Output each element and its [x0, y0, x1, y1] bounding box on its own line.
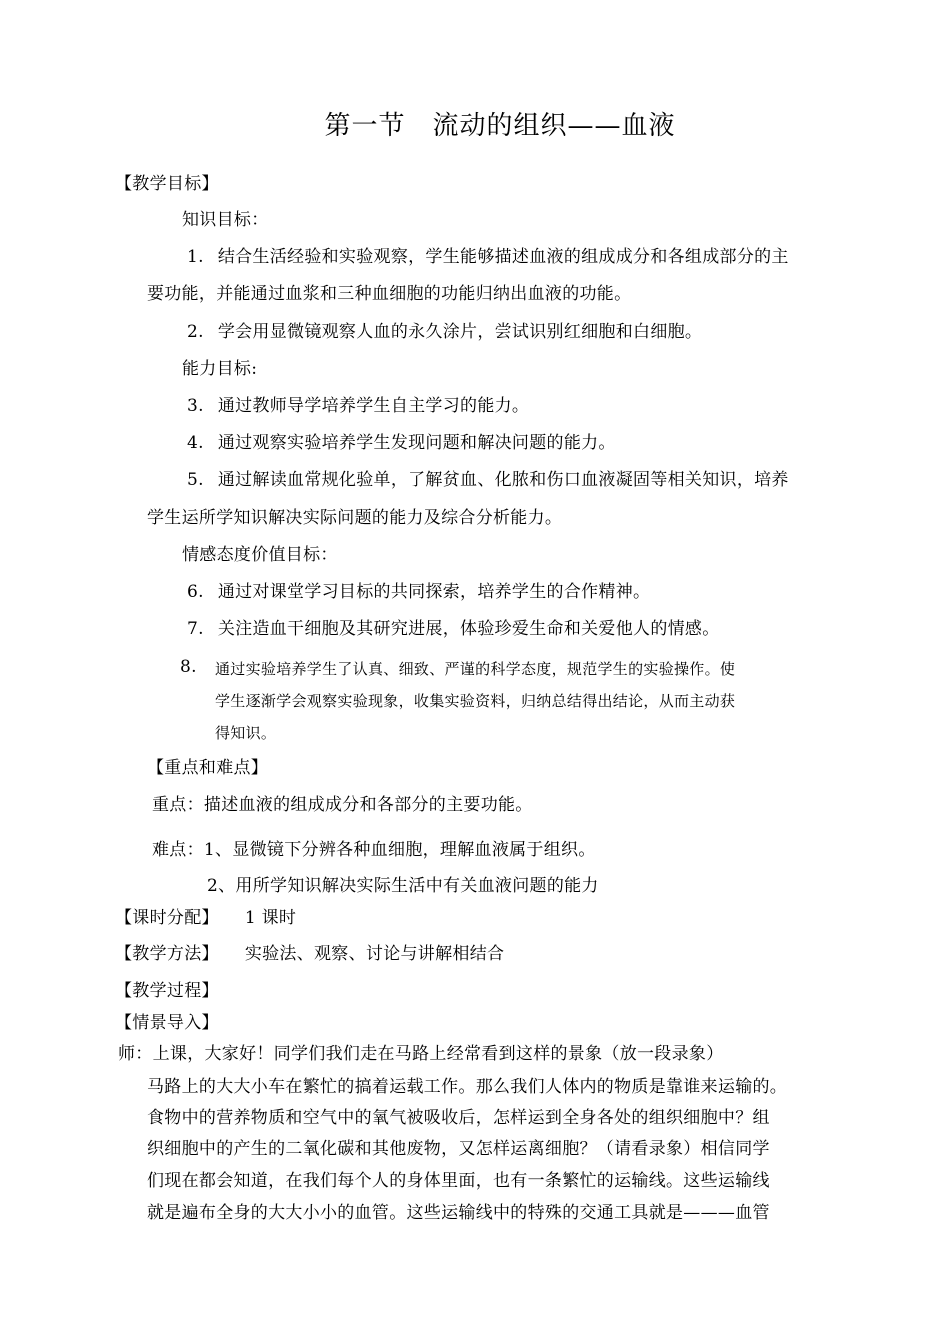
goal-8-line-1: 通过实验培养学生了认真、细致、严谨的科学态度，规范学生的实验操作。使: [215, 660, 736, 678]
paragraph-line-3: 食物中的营养物质和空气中的氧气被吸收后，怎样运到全身各处的组织细胞中？组: [147, 1108, 770, 1128]
goal-6-text: 通过对课堂学习目标的共同探索，培养学生的合作精神。: [217, 582, 651, 602]
heading-teaching-method: 【教学方法】: [115, 944, 219, 964]
goal-3-number: 3.: [187, 396, 204, 416]
subheading-ability-goals: 能力目标:: [182, 359, 258, 379]
goal-6-number: 6.: [187, 582, 204, 602]
goal-8-line-3: 得知识。: [215, 724, 277, 742]
subheading-knowledge-goals: 知识目标：: [182, 210, 269, 230]
heading-class-hours: 【课时分配】: [115, 908, 219, 928]
paragraph-line-2: 马路上的大大小车在繁忙的搞着运载工作。那么我们人体内的物质是靠谁来运输的。: [147, 1077, 788, 1097]
goal-5-text: 通过解读血常规化验单，了解贫血、化脓和伤口血液凝固等相关知识，培养: [217, 470, 789, 490]
goal-6: [187, 580, 650, 604]
heading-key-points: 【重点和难点】: [147, 758, 269, 778]
goal-2-text: 学会用显微镜观察人血的永久涂片，尝试识别红细胞和白细胞。: [217, 322, 703, 342]
paragraph-line-1: 师：上课，大家好！同学们我们走在马路上经常看到这样的景象（放一段录象）: [118, 1044, 724, 1064]
goal-1-line-2: 要功能，并能通过血浆和三种血细胞的功能归纳出血液的功能。: [147, 284, 632, 304]
class-hours-value: 1 课时: [244, 908, 297, 928]
goal-7: [187, 617, 720, 641]
heading-teaching-goals: 【教学目标】: [115, 174, 219, 194]
difficulty-2: 2、用所学知识解决实际生活中有关血液问题的能力: [207, 876, 599, 896]
goal-4-text: 通过观察实验培养学生发现问题和解决问题的能力。: [217, 433, 616, 453]
goal-8-number: 8.: [180, 657, 197, 677]
goal-1-line-1: [187, 245, 789, 269]
paragraph-line-5: 们现在都会知道，在我们每个人的身体里面，也有一条繁忙的运输线。这些运输线: [147, 1171, 770, 1191]
goal-5-line-2: 学生运所学知识解决实际问题的能力及综合分析能力。: [147, 508, 563, 528]
goal-4: [187, 431, 616, 455]
goal-5-line-1: [187, 468, 789, 492]
goal-3: [187, 394, 529, 418]
paragraph-line-4: 织细胞中的产生的二氧化碳和其他废物，又怎样运离细胞？（请看录象）相信同学: [147, 1139, 770, 1159]
goal-2: [187, 320, 702, 344]
goal-4-number: 4.: [187, 433, 204, 453]
goal-1-text: 结合生活经验和实验观察，学生能够描述血液的组成成分和各组成部分的主: [217, 247, 789, 267]
goal-8-line-2: 学生逐渐学会观察实验现象，收集实验资料，归纳总结得出结论，从而主动获: [215, 692, 736, 710]
class-hours-row: [115, 906, 296, 930]
key-point: 重点：描述血液的组成成分和各部分的主要功能。: [152, 795, 533, 815]
goal-1-number: 1.: [187, 247, 204, 267]
goal-3-text: 通过教师导学培养学生自主学习的能力。: [217, 396, 530, 416]
goal-2-number: 2.: [187, 322, 204, 342]
paragraph-line-6: 就是遍布全身的大大小小的血管。这些运输线中的特殊的交通工具就是———血管: [147, 1203, 770, 1223]
difficulty-1: 难点：1、显微镜下分辨各种血细胞，理解血液属于组织。: [152, 840, 596, 860]
subheading-emotion-goals: 情感态度价值目标：: [182, 545, 338, 565]
heading-scene-intro: 【情景导入】: [115, 1013, 219, 1033]
teaching-method-value: 实验法、观察、讨论与讲解相结合: [244, 944, 505, 964]
goal-7-number: 7.: [187, 619, 204, 639]
goal-5-number: 5.: [187, 470, 204, 490]
heading-teaching-process: 【教学过程】: [115, 981, 219, 1001]
goal-7-text: 关注造血干细胞及其研究进展，体验珍爱生命和关爱他人的情感。: [217, 619, 720, 639]
page-title: 第一节 流动的组织——血液: [324, 111, 676, 141]
teaching-method-row: [115, 942, 504, 966]
